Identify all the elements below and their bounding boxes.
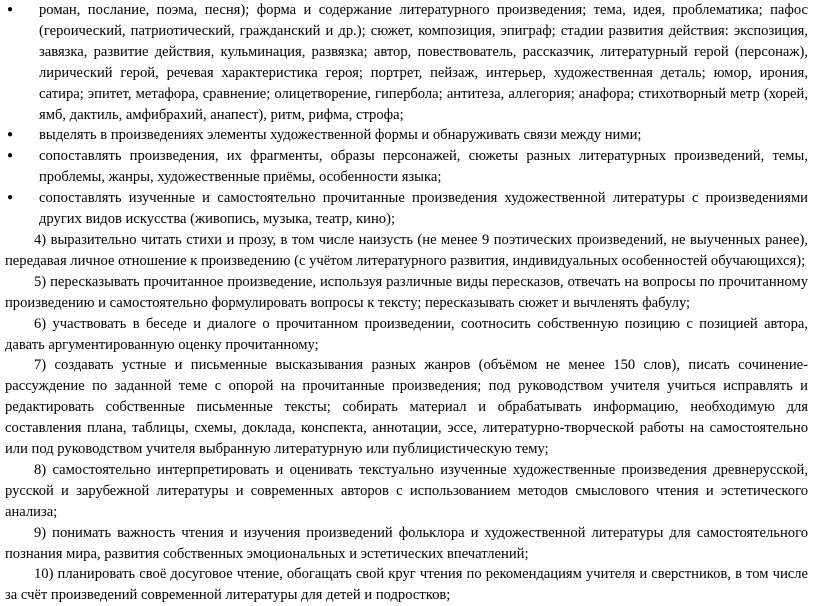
bullet-icon: ● <box>7 4 14 15</box>
bullet-item <box>5 146 808 188</box>
numbered-paragraph: 10) планировать своё досуговое чтение, обогащать свой круг чтения по рекомендациям учителя и сверстников, в том числе за счёт произведений современной литературы для детей и подростков; <box>5 566 808 604</box>
bullet-text: сопоставлять изученные и самостоятельно прочитанные произведения художественной литературы с произведениями других видов искусства (живопись, музыка, театр, кино); <box>39 190 808 228</box>
bullet-text: роман, послание, поэма, песня); форма и содержание литературного произведения; тема, идея, проблематика; пафос (героический, патриотический, гражданский и др.); сюжет, композиция, эпиграф; стадии развития действия: экспозиция, завязка, развитие действия, кульминация, развязка; автор, повествователь, рассказчик, литературный герой (персонаж), лирический герой, речевая характеристика героя; портрет, пейзаж, интерьер, художественная деталь; юмор, ирония, сатира; эпитет, метафора, сравнение; олицетворение, гипербола; антитеза, аллегория; анафора; стихотворный метр (хорей, ямб, дактиль, амфибрахий, анапест), ритм, рифма, строфа; <box>39 2 808 123</box>
bullet-item <box>5 0 808 125</box>
bullet-icon: ● <box>7 150 14 162</box>
numbered-paragraph: 8) самостоятельно интерпретировать и оценивать текстуально изученные художественные произведения древнерусской, русской и зарубежной литературы и современных авторов с использованием методов смыслового чтения и эстетического анализа; <box>5 461 808 520</box>
bullet-list <box>5 0 808 230</box>
bullet-icon: ● <box>7 192 14 204</box>
bullet-item <box>5 188 808 230</box>
numbered-paragraph: 5) пересказывать прочитанное произведение, используя различные виды пересказов, отвечать на вопросы по прочитанному произведению и самостоятельно формулировать вопросы к тексту; пересказывать сюжет и вычленять фабулу; <box>5 273 808 311</box>
bullet-item <box>5 125 808 146</box>
numbered-paragraph: 9) понимать важность чтения и изучения произведений фольклора и художественной литературы для самостоятельного познания мира, развития собственных эмоциональных и эстетических впечатлений; <box>5 524 808 562</box>
bullet-icon: ● <box>7 129 14 141</box>
numbered-paragraph: 4) выразительно читать стихи и прозу, в том числе наизусть (не менее 9 поэтических произведений, не выученных ранее), передавая личное отношение к произведению (с учётом литературного развития, индивидуальных особенностей обучающихся); <box>5 231 808 269</box>
numbered-paragraph: 7) создавать устные и письменные высказывания разных жанров (объёмом не менее 150 слов), писать сочинение-рассуждение по заданной теме с опорой на прочитанные произведения; под руководством учителя учиться исправлять и редактировать собственные письменные тексты; собирать материал и обрабатывать информацию, необходимую для составления плана, таблицы, схемы, доклада, конспекта, аннотации, эссе, литературно-творческой работы на самостоятельно или под руководством учителя выбранную литературную или публицистическую тему; <box>5 357 808 458</box>
bullet-text: сопоставлять произведения, их фрагменты, образы персонажей, сюжеты разных литературных произведений, темы, проблемы, жанры, художественные приёмы, особенности языка; <box>39 148 808 186</box>
numbered-paragraph: 6) участвовать в беседе и диалоге о прочитанном произведении, соотносить собственную позицию с позицией автора, давать аргументированную оценку прочитанному; <box>5 315 808 353</box>
bullet-text: выделять в произведениях элементы художественной формы и обнаруживать связи между ними; <box>39 127 642 144</box>
